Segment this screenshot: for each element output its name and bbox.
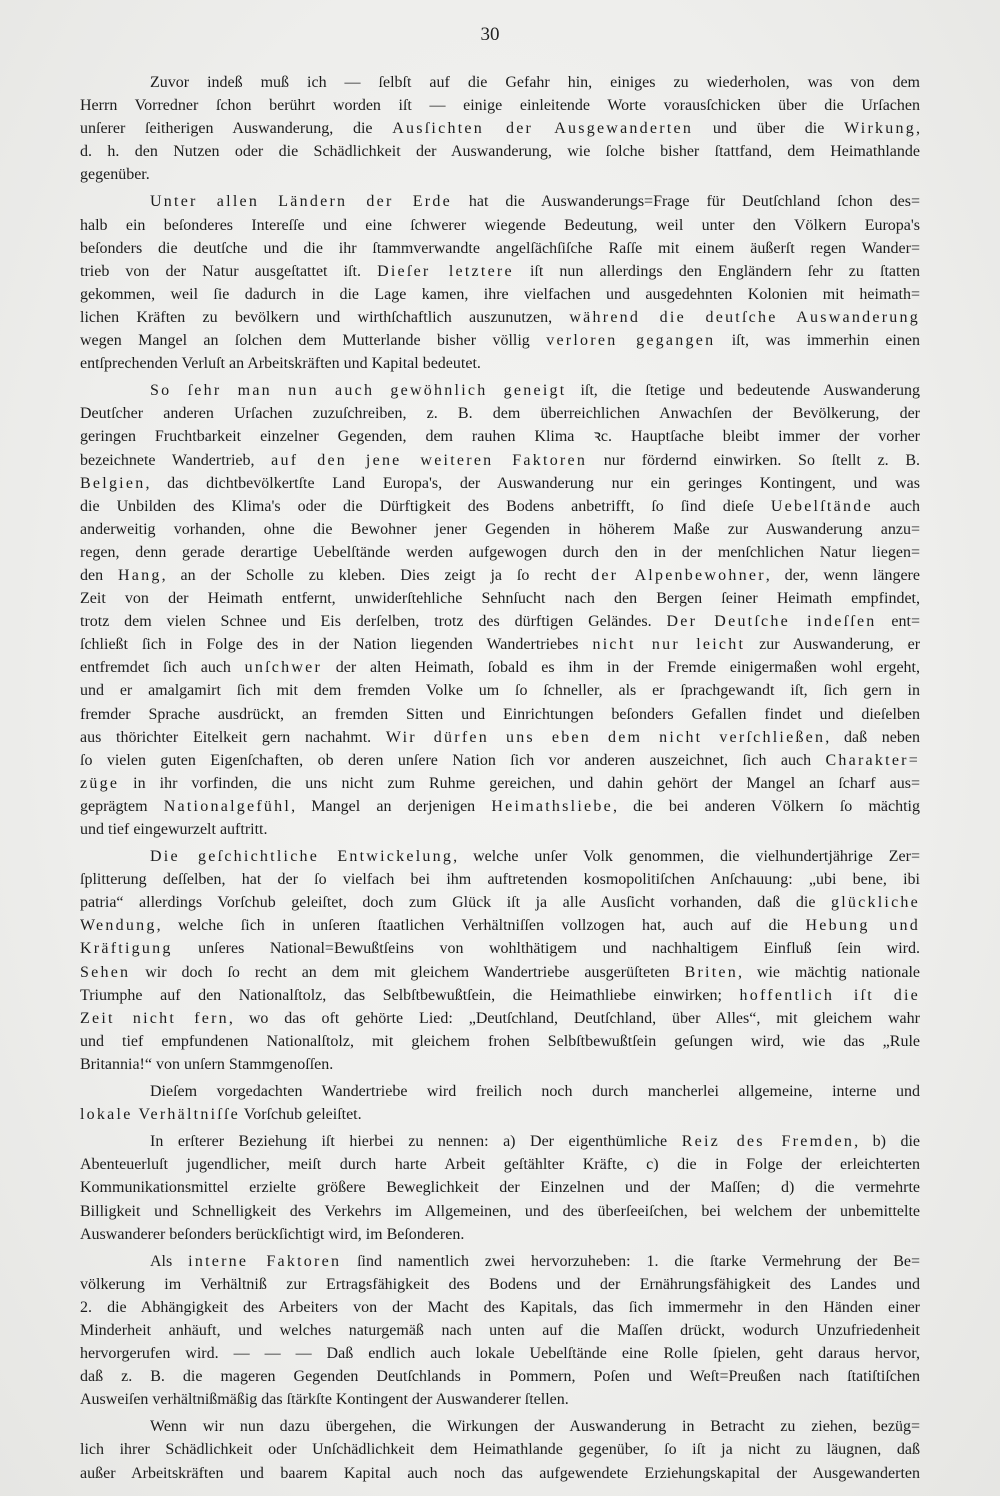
text-line: ſo vielen guten Eigenſchaften, ob deren unſere Nation ſich vor anderen auszeichnet, ſich auch Charakter= [80,751,920,769]
text-line: die Unbilden des Klima's oder die Dürftigkeit des Bodens anbetrifft, ſo ſind dieſe Uebelſtände auch [80,497,920,515]
spaced-emphasis: Hebung und [805,917,920,935]
text-line: Unter allen Ländern der Erde hat die Auswanderungs=Frage für Deutſchland ſchon des= [150,193,920,211]
spaced-emphasis: hoffentlich iſt die [739,986,920,1004]
spaced-emphasis: auf den jene weiteren Faktoren [271,451,588,469]
text-line: Als interne Faktoren ſind namentlich zwei hervorzuheben: 1. die ſtarke Vermehrung der Be= [150,1252,920,1270]
text-line: unſerer ſeitherigen Auswanderung, die Ausſichten der Ausgewanderten und über die Wirkung, [80,120,920,138]
spaced-emphasis: züge [80,774,120,792]
text-line: Kommunikationsmittel erzielte größere Beweglichkeit der Einzelnen und der Maſſen; d) die vermehrte [80,1179,920,1197]
text-line: Die geſchichtliche Entwickelung, welche unſer Volk genommen, die vielhundertjährige Zer= [150,848,920,866]
text-line: Triumphe auf den Nationalſtolz, das Selbſtbewußtſein, die Heimathliebe einwirken; hoffentlich iſt die [80,986,920,1004]
spaced-emphasis: unſchwer [244,659,323,677]
paragraph [80,1250,920,1412]
text-line: patria“ allerdings Vorſchub geleiſtet, doch zum Glück iſt ja alle Ausſicht vorhanden, daß die glückliche [80,894,920,912]
spaced-emphasis: lokale Verhältniſſe [80,1106,241,1124]
page-number: 30 [480,24,500,45]
spaced-emphasis: So ſehr man nun auch gewöhnlich geneigt [150,382,567,400]
text-line: ſchließt ſich in Folge des in der Nation liegenden Wandertriebes nicht nur leicht zur Auswanderung, er [80,636,920,654]
text-line: regen, denn gerade derartige Uebelſtände werden aufgewogen durch den in der menſchlichen Natur liegen= [80,543,920,561]
text-line: und er amalgamirt ſich mit dem fremden Volke um ſo ſchneller, als er ſprachgewandt iſt, ſich gern in [80,682,920,700]
text-line: Wenn wir nun dazu übergehen, die Wirkungen der Auswanderung in Betracht zu ziehen, bezüg= [150,1418,920,1436]
text-line: Belgien, das dichtbevölkertſte Land Europa's, der Auswanderung nur ein geringes Kontingent, und was [80,474,920,492]
spaced-emphasis: während die deutſche Auswanderung [569,308,920,326]
spaced-emphasis: verloren gegangen [546,332,716,350]
text-line: Britannia!“ von unſern Stammgenoſſen. [80,1055,334,1073]
spaced-emphasis: Unter allen Ländern der Erde [150,193,452,211]
spaced-emphasis: Dieſer letztere [377,262,514,280]
text-line: züge in ihr vorfinden, die uns nicht zum Ruhme gereichen, und dahin gehört der Mangel an ſcharf aus= [80,774,920,792]
text-line: wegen Mangel an ſolchen dem Mutterlande bisher völlig verloren gegangen iſt, was immerhin einen [80,332,920,350]
spaced-emphasis: Wendung [80,917,157,935]
text-line: geringen Fruchtbarkeit einzelner Gegenden, dem rauhen Klima ꝛc. Hauptſache bleibt immer der vorher [80,428,920,446]
spaced-emphasis: Kräftigung [80,940,173,958]
text-line: völkerung im Verhältniß zur Ertragsfähigkeit des Bodens und der Ernährungsfähigkeit des Landes und [80,1275,920,1293]
text-line: hervorgerufen wird. — — — Daß endlich auch lokale Uebelſtände eine Rolle ſpielen, geht daraus hervor, [80,1345,920,1363]
paragraph [80,190,920,375]
paragraph [80,1415,920,1484]
text-line: außer Arbeitskräften und baarem Kapital auch noch das aufgewendete Erziehungskapital der Ausgewanderten [80,1464,920,1482]
text-line: bezeichnete Wandertrieb, auf den jene weiteren Faktoren nur fördernd einwirken. So ſtellt z. B. [80,451,920,469]
text-line: trieb von der Natur ausgeſtattet iſt. Dieſer letztere iſt nun allerdings den Engländern ſehr zu ſtatten [80,262,920,280]
paragraph [80,71,920,186]
paragraph [80,845,920,1076]
text-line: Zeit nicht fern, wo das oft gehörte Lied: „Deutſchland, Deutſchland, über Alles“, mit gleichem wahr [80,1009,920,1027]
text-line: 2. die Abhängigkeit des Arbeiters von der Macht des Kapitals, das ſich immermehr in den Händen einer [80,1298,920,1316]
text-line: und tief empfundenen Nationalſtolz, mit gleichem frohen Selbſtbewußtſein geſungen wird, wie das „Rule [80,1032,920,1050]
spaced-emphasis: Heimathsliebe [491,797,613,815]
text-line: Auswanderer beſonders berückſichtigt wird, im Beſonderen. [80,1225,465,1243]
spaced-emphasis: Wir dürfen uns eben dem nicht verſchließen [385,728,826,746]
text-line: Dieſem vorgedachten Wandertriebe wird freilich noch durch mancherlei allgemeine, interne und [150,1083,920,1101]
text-line: anderweitig vorhanden, ohne die Bewohner jener Gegenden in höherem Maße zur Auswanderung anzu= [80,520,920,538]
text-line: trotz dem vielen Schnee und Eis derſelben, trotz des dürftigen Geländes. Der Deutſche indeſſen ent= [80,613,920,631]
text-line: gekommen, weil ſie dadurch in die Lage kamen, ihre vielfachen und ausgedehnten Kolonien mit heimath= [80,285,920,303]
spaced-emphasis: Hang [118,566,162,584]
text-line: fremder Sprache ausdrückt, an fremden Sitten und Einrichtungen beſonders Gefallen findet und dieſelben [80,705,920,723]
text-line: entſprechenden Verluſt an Arbeitskräften und Kapital bedeutet. [80,355,481,373]
text-line: entfremdet ſich auch unſchwer der alten Heimath, ſobald es ihm in der Fremde einigermaßen wohl ergeht, [80,659,920,677]
paragraph [80,1080,920,1126]
spaced-emphasis: Uebelſtände [770,497,873,515]
spaced-emphasis: Charakter= [825,751,920,769]
body-text [80,71,920,1485]
text-line: Sehen wir doch ſo recht an dem mit gleichem Wandertriebe ausgerüſteten Briten, wie mächtig nationale [80,963,920,981]
text-line: Wendung, welche ſich in unſeren ſtaatlichen Verhältniſſen vollzogen hat, auch auf die Hebung und [80,917,920,935]
text-line: und tief eingewurzelt auftritt. [80,821,268,838]
text-line: Kräftigung unſeres National=Bewußtſeins von wohlthätigem und nachhaltigem Einfluß ſein wird. [80,940,920,958]
spaced-emphasis: nicht nur leicht [592,636,746,654]
text-line: lich ihrer Schädlichkeit oder Unſchädlichkeit dem Heimathlande gegenüber, ſo iſt ja nicht zu läugnen, daß [80,1441,920,1459]
text-line: geprägtem Nationalgefühl, Mangel an derjenigen Heimathsliebe, die bei anderen Völkern ſo mächtig [80,797,920,815]
spaced-emphasis: Sehen [80,963,131,981]
spaced-emphasis: Der Deutſche indeſſen [666,613,877,631]
spaced-emphasis: interne Faktoren [188,1252,342,1270]
text-line: Zeit von der Heimath entfernt, unwiderſtehliche Sehnſucht nach den Bergen ſeiner Heimath empfindet, [80,590,920,608]
text-line: Zuvor indeß muß ich — ſelbſt auf die Gefahr hin, einiges zu wiederholen, was von dem [150,74,920,91]
text-line: Ausweiſen verhältnißmäßig das ſtärkſte Kontingent der Auswanderer ſtellen. [80,1391,569,1409]
text-line: beſonders die deutſche und die ihr ſtammverwandte angelſächſiſche Raſſe mit einem äußerſt regen Wander= [80,239,920,257]
text-line: Herrn Vorredner ſchon berührt worden iſt — einige einleitende Worte vorausſchicken über die Urſachen [80,97,920,115]
paragraph [80,379,920,841]
text-line: halb ein beſonderes Intereſſe und eine ſchwerer wiegende Bedeutung, weil unter den Völkern Europa's [80,216,920,234]
spaced-emphasis: Wirkung [844,120,916,138]
text-line: Billigkeit und Schnelligkeit des Verkehrs im Allgemeinen, und des überſeeiſchen, bei welchem der unbemittelte [80,1202,920,1220]
text-line: gegenüber. [80,166,150,184]
text-line: d. h. den Nutzen oder die Schädlichkeit der Auswanderung, wie ſolche bisher ſtattfand, dem Heimathlande [80,143,920,161]
text-line: lokale Verhältniſſe Vorſchub geleiſtet. [80,1106,362,1124]
text-line: aus thörichter Eitelkeit gern nachahmt. Wir dürfen uns eben dem nicht verſchließen, daß neben [80,728,920,746]
spaced-emphasis: Die geſchichtliche Entwickelung [150,848,454,866]
text-line: Abenteuerluſt jugendlicher, meiſt durch harte Arbeit geſtählter Kräfte, c) die in Folge der erleichterten [80,1156,920,1174]
spaced-emphasis: glückliche [830,894,920,912]
text-line: So ſehr man nun auch gewöhnlich geneigt iſt, die ſtetige und bedeutende Auswanderung [150,382,920,400]
text-line: lichen Kräften zu bevölkern und wirthſchaftlich auszunutzen, während die deutſche Auswanderung [80,308,920,326]
text-line: Minderheit anhäuft, und welches naturgemäß nach unten auf die Maſſen drückt, wodurch Unzufriedenheit [80,1321,920,1339]
spaced-emphasis: Briten [684,963,738,981]
spaced-emphasis: Reiz des Fremden [681,1133,855,1151]
spaced-emphasis: der Alpenbewohner [591,566,766,584]
text-line: den Hang, an der Scholle zu kleben. Dies zeigt ja ſo recht der Alpenbewohner, der, wenn längere [80,566,920,584]
spaced-emphasis: Nationalgefühl [163,797,292,815]
text-line: ſplitterung deſſelben, hat der ſo vielfach bei ihm auftretenden kosmopolitiſchen Anſchauung: „ubi bene, ibi [80,871,920,889]
text-line: daß z. B. die mageren Gegenden Deutſchlands in Pommern, Poſen und Weſt=Preußen nach ſtatiſtiſchen [80,1368,920,1386]
text-line: In erſterer Beziehung iſt hierbei zu nennen: a) Der eigenthümliche Reiz des Fremden, b) die [150,1133,920,1151]
paragraph [80,1130,920,1245]
text-line: Deutſcher anderen Urſachen zuzuſchreiben, z. B. dem überreichlichen Anwachſen der Bevölkerung, der [80,405,920,423]
spaced-emphasis: Zeit nicht fern [80,1009,229,1027]
spaced-emphasis: Belgien [80,474,146,492]
spaced-emphasis: Ausſichten der Ausgewanderten [392,120,694,138]
